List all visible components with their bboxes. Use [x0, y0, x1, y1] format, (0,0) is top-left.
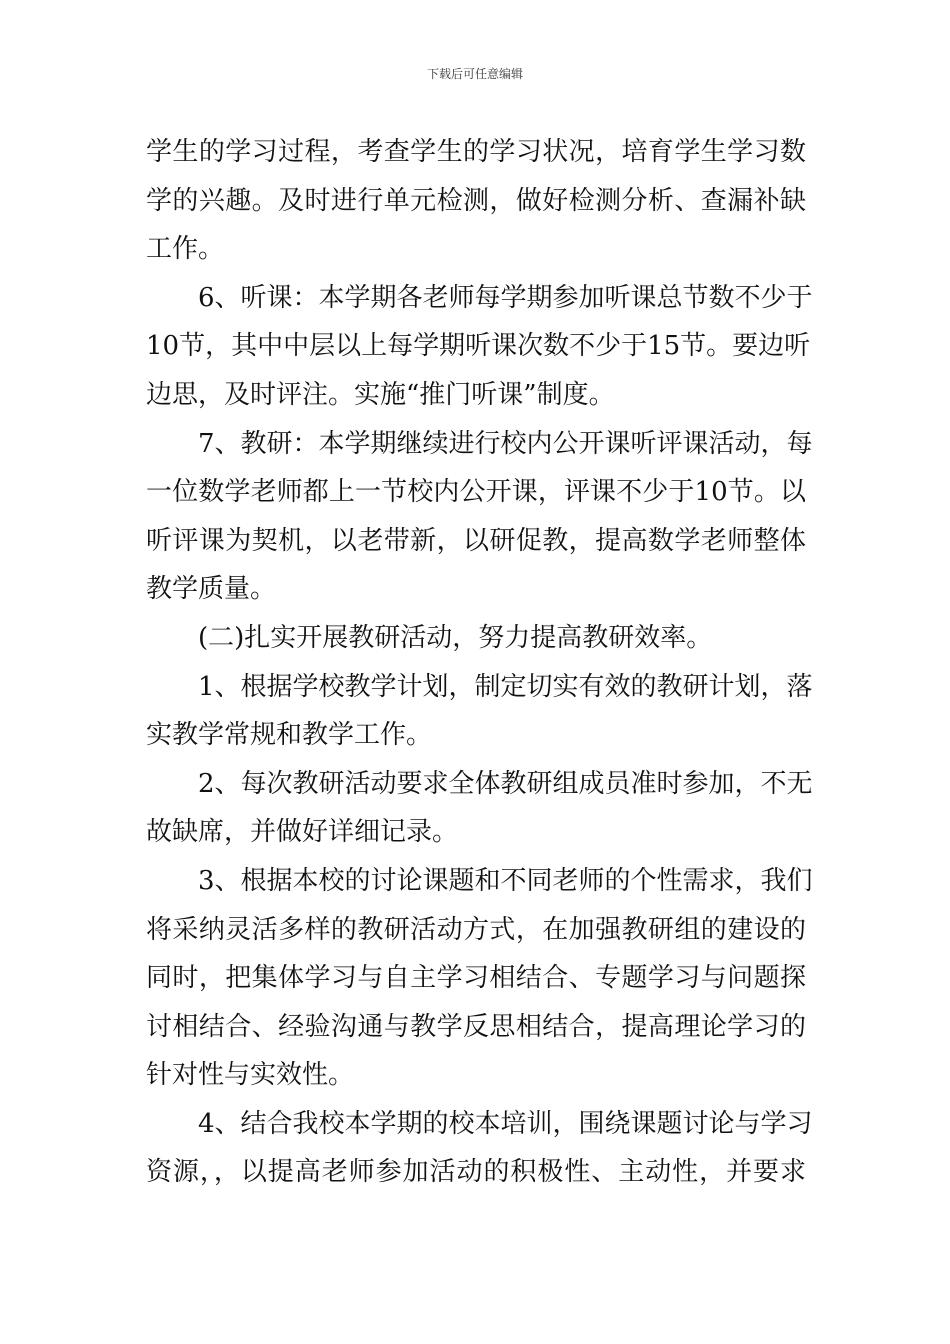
text-line: 同时，把集体学习与自主学习相结合、专题学习与问题探 — [146, 963, 806, 994]
text-line: (二)扎实开展教研活动，努力提高教研效率。 — [198, 622, 713, 653]
text-line: 3、根据本校的讨论课题和不同老师的个性需求，我们 — [198, 865, 813, 896]
text-line: 学生的学习过程，考查学生的学习状况，培育学生学习数 — [146, 137, 806, 167]
text-line: 听评课为契机，以老带新，以研促教，提高数学老师整体 — [146, 525, 806, 556]
text-line: 学的兴趣。及时进行单元检测，做好检测分析、查漏补缺 — [146, 185, 806, 216]
text-line: 4、结合我校本学期的校本培训，围绕课题讨论与学习 — [198, 1108, 813, 1139]
text-line: 工作。 — [146, 234, 225, 265]
text-line: 一位数学老师都上一节校内公开课，评课不少于10节。以 — [146, 477, 806, 508]
text-line: 针对性与实效性。 — [146, 1060, 355, 1091]
text-line: 教学质量。 — [146, 574, 277, 605]
text-line: 7、教研：本学期继续进行校内公开课听评课活动，每 — [198, 428, 813, 459]
text-line: 边思，及时评注。实施“推门听课”制度。 — [146, 379, 615, 410]
text-line: 讨相结合、经验沟通与教学反思相结合，提高理论学习的 — [146, 1011, 806, 1042]
text-line: 资源，，以提高老师参加活动的积极性、主动性，并要求 — [146, 1157, 806, 1188]
text-line: 10节，其中中层以上每学期听课次数不少于15节。要边听 — [146, 331, 811, 362]
text-line: 故缺席，并做好详细记录。 — [146, 817, 459, 848]
text-line: 实教学常规和教学工作。 — [146, 720, 433, 751]
text-line: 2、每次教研活动要求全体教研组成员准时参加，不无 — [198, 768, 813, 799]
page-header-note: 下载后可任意编辑 — [426, 67, 523, 81]
document-body — [146, 128, 813, 1197]
text-line: 1、根据学校教学计划，制定切实有效的教研计划，落 — [198, 671, 813, 702]
text-line: 6、听课：本学期各老师每学期参加听课总节数不少于 — [198, 282, 813, 313]
text-line: 将采纳灵活多样的教研活动方式，在加强教研组的建设的 — [146, 914, 806, 945]
